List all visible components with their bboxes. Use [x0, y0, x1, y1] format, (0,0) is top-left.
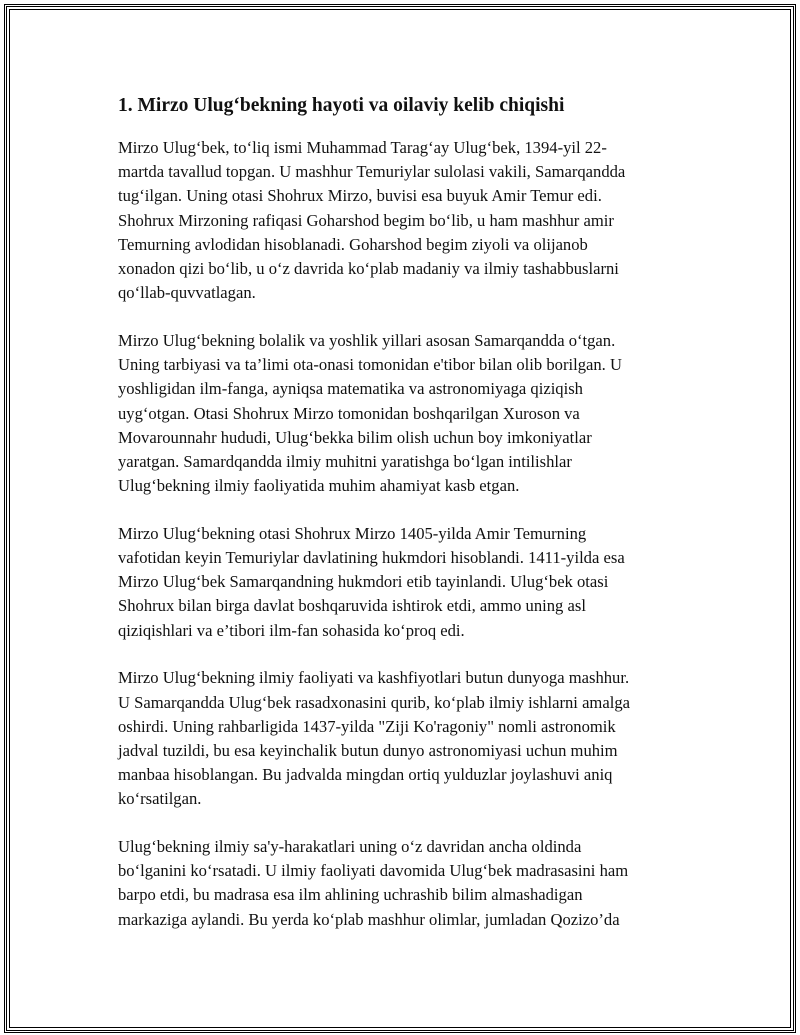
paragraph-3 [118, 522, 692, 643]
paragraph-line: jadval tuzildi, bu esa keyinchalik butun dunyo astronomiyasi uchun muhim [118, 740, 618, 760]
paragraph-line: Ulug‘bekning ilmiy faoliyatida muhim ahamiyat kasb etgan. [118, 476, 520, 496]
paragraph-line: Movarounnahr hududi, Ulug‘bekka bilim olish uchun boy imkoniyatlar [118, 427, 592, 447]
paragraph-line: vafotidan keyin Temuriylar davlatining hukmdori hisoblandi. 1411-yilda esa [118, 548, 625, 568]
paragraph-line: Mirzo Ulug‘bek Samarqandning hukmdori etib tayinlandi. Ulug‘bek otasi [118, 572, 609, 592]
paragraph-line: yaratgan. Samardqandda ilmiy muhitni yaratishga bo‘lgan intilishlar [118, 451, 572, 471]
paragraph-line: qo‘llab-quvvatlagan. [118, 283, 256, 303]
paragraph-line: Ulug‘bekning ilmiy sa'y-harakatlari uning o‘z davridan ancha oldinda [118, 837, 582, 857]
paragraph-line: Shohrux Mirzoning rafiqasi Goharshod begim bo‘lib, u ham mashhur amir [118, 210, 614, 230]
paragraph-line: xonadon qizi bo‘lib, u o‘z davrida ko‘plab madaniy va ilmiy tashabbuslarni [118, 259, 619, 279]
paragraph-line: Shohrux bilan birga davlat boshqaruvida ishtirok etdi, ammo uning asl [118, 596, 586, 616]
paragraph-line: Temurning avlodidan hisoblanadi. Goharshod begim ziyoli va olijanob [118, 234, 588, 254]
paragraph-2 [118, 329, 692, 498]
document-body [118, 93, 692, 955]
paragraph-line: Mirzo Ulug‘bek, to‘liq ismi Muhammad Tarag‘ay Ulug‘bek, 1394-yil 22- [118, 138, 607, 157]
paragraph-line: Uning tarbiyasi va ta’limi ota-onasi tomonidan e'tibor bilan olib borilgan. U [118, 355, 622, 375]
paragraph-line: Mirzo Ulug‘bekning ilmiy faoliyati va kashfiyotlari butun dunyoga mashhur. [118, 668, 630, 688]
paragraph-line: oshirdi. Uning rahbarligida 1437-yilda "Ziji Ko'ragoniy" nomli astronomik [118, 716, 616, 736]
paragraph-line: Mirzo Ulug‘bekning otasi Shohrux Mirzo 1405-yilda Amir Temurning [118, 523, 587, 543]
paragraph-line: barpo etdi, bu madrasa esa ilm ahlining uchrashib bilim almashadigan [118, 885, 583, 905]
paragraph-line: uyg‘otgan. Otasi Shohrux Mirzo tomonidan boshqarilgan Xuroson va [118, 403, 580, 423]
paragraph-5 [118, 835, 692, 932]
paragraph-line: ko‘rsatilgan. [118, 789, 202, 809]
paragraph-line: Mirzo Ulug‘bekning bolalik va yoshlik yillari asosan Samarqandda o‘tgan. [118, 330, 616, 350]
paragraph-line: yoshligidan ilm-fanga, ayniqsa matematika va astronomiyaga qiziqish [118, 379, 583, 399]
paragraph-line: martda tavallud topgan. U mashhur Temuriylar sulolasi vakili, Samarqandda [118, 162, 626, 182]
paragraph-line: markaziga aylandi. Bu yerda ko‘plab mashhur olimlar, jumladan Qozizo’da [118, 909, 620, 929]
paragraph-line: qiziqishlari va e’tibori ilm-fan sohasida ko‘proq edi. [118, 620, 465, 640]
paragraph-line: U Samarqandda Ulug‘bek rasadxonasini qurib, ko‘plab ilmiy ishlarni amalga [118, 692, 630, 712]
paragraph-line: manbaa hisoblangan. Bu jadvalda mingdan ortiq yulduzlar joylashuvi aniq [118, 765, 613, 785]
section-title: 1. Mirzo Ulug‘bekning hayoti va oilaviy kelib chiqishi [118, 95, 565, 116]
paragraph-line: bo‘lganini ko‘rsatadi. U ilmiy faoliyati davomida Ulug‘bek madrasasini ham [118, 861, 629, 881]
paragraph-4 [118, 666, 692, 811]
paragraph-line: tug‘ilgan. Uning otasi Shohrux Mirzo, buvisi esa buyuk Amir Temur edi. [118, 186, 602, 206]
paragraph-1 [118, 136, 692, 305]
